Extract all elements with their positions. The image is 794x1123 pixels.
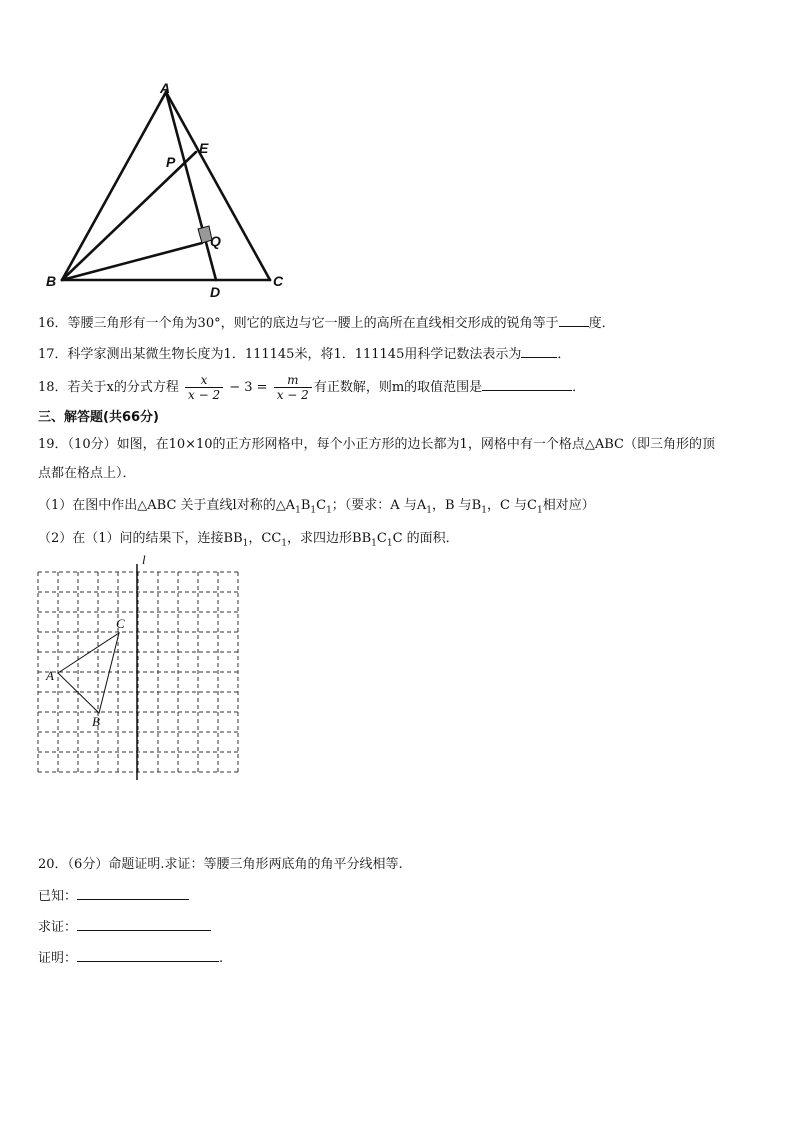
q18-minus-three: − 3 =: [229, 380, 268, 395]
prove-blank[interactable]: [77, 916, 211, 931]
q18-answer-blank[interactable]: [482, 376, 572, 391]
q18-text-2: 有正数解，则m的取值范围是: [313, 380, 483, 395]
section-title: 三、解答题(共66分): [38, 410, 159, 425]
proof-blank[interactable]: [77, 947, 219, 962]
proof-line: 证明： .: [38, 947, 223, 968]
question-17: [38, 343, 570, 364]
question-20: 20．（6分）命题证明.求证：等腰三角形两底角的角平分线相等.: [38, 857, 403, 872]
segment-be: [62, 152, 196, 280]
label-a: A: [160, 80, 171, 96]
q17-text: 17．科学家测出某微生物长度为1．111145米，将1．111145用科学记数法表示为: [38, 347, 522, 362]
label-c: C: [273, 273, 284, 289]
label-b: B: [46, 273, 57, 289]
grid-figure: [30, 552, 245, 782]
grid-label-c: C: [116, 616, 125, 631]
known-line: 已知：: [38, 885, 189, 906]
label-q: Q: [210, 233, 221, 249]
question-19-line2: 点都在格点上）．: [38, 466, 136, 481]
label-l: l: [142, 552, 146, 567]
side-ab: [62, 92, 166, 280]
q17-text-end: ．: [557, 347, 571, 362]
triangle-abc: [58, 633, 119, 713]
q18-end: ．: [572, 380, 586, 395]
q18-fraction-x: $\frac{x}{x - 2}$: [185, 373, 223, 402]
question-16: [38, 312, 615, 333]
question-19-line1: 19．（10分）如图，在10×10的正方形网格中，每个小正方形的边长都为1，网格中有一个格点△ABC（即三角形的顶: [38, 437, 715, 452]
question-19-part1: （1）在图中作出△ABC 关于直线l对称的$\triangle A_1B_1C_1$；（要求：A 与$A_1$，B 与$B_1$，C 与$C_1$相对应）: [38, 498, 595, 516]
label-d: D: [210, 284, 221, 300]
grid-label-a: A: [46, 668, 54, 683]
label-p: P: [166, 154, 176, 170]
prove-line: 求证：: [38, 916, 211, 937]
triangle-figure: [40, 78, 300, 303]
known-blank[interactable]: [77, 885, 189, 900]
side-ac: [166, 92, 270, 280]
question-19-part2: （2）在（1）问的结果下，连接$BB_1$，$CC_1$，求四边形$BB_1C_1C$ 的面积．: [38, 531, 459, 549]
q18-text: 18．若关于x的分式方程: [38, 380, 179, 395]
q17-answer-blank[interactable]: [521, 343, 557, 358]
q18-fraction-m: $\frac{m}{x - 2}$: [274, 373, 312, 402]
q16-text-end: 度．: [588, 316, 615, 331]
q16-answer-blank[interactable]: [559, 312, 589, 327]
label-e: E: [199, 140, 209, 156]
grid-label-b: B: [92, 714, 100, 729]
question-18: [38, 370, 585, 406]
q16-text: 16．等腰三角形有一个角为30°，则它的底边与它一腰上的高所在直线相交形成的锐角等于: [38, 316, 559, 331]
